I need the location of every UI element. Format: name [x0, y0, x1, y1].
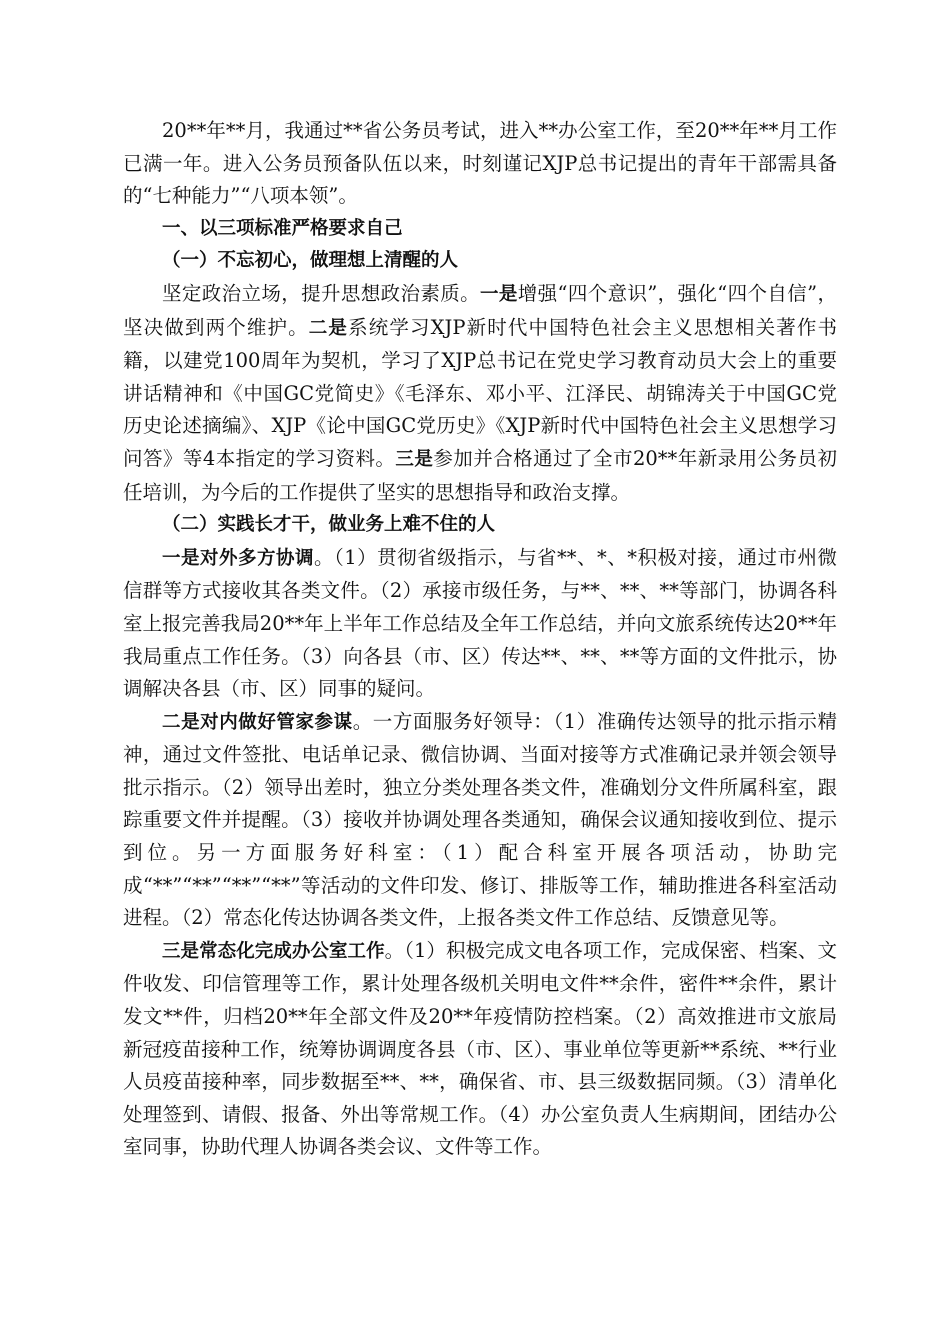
paragraph-text: 参加并合格通过了全市20**年新录用公务员初任培训，为今后的工作提供了坚实的思想指导和政治支撑。 — [123, 446, 837, 504]
point-lead-1: 一是 — [479, 283, 518, 305]
point-lead-3: 三是 — [395, 448, 434, 470]
office-work-paragraph — [123, 935, 837, 1164]
paragraph-text: 。（1）积极完成文电各项工作，完成保密、档案、文件收发、印信管理等工作，累计处理各级机关明电文件**余件，密件**余件，累计发文**件，归档20**年全部文件及20**年疫情防控档案。（2）高效推进市文旅局新冠疫苗接种工作，统筹协调调度各县（市、区）、事业单位等更新**系统、**行业人员疫苗接种率，同步数据至**、**，确保省、市、县三级数据同频。（3）清单化处理签到、请假、报备、外出等常规工作。（4）办公室负责人生病期间，团结办公室同事，协助代理人协调各类会议、文件等工作。 — [123, 938, 837, 1159]
paragraph-text: 增强“四个意识”，强化“四个自信”，坚决做到两个维护。 — [123, 281, 837, 339]
paragraph-text: 。（1）贯彻省级指示，与省**、*、*积极对接，通过市州微信群等方式接收其各类文件。（2）承接市级任务，与**、**、**等部门，协调各科室上报完善我局20**年上半年工作总结及全年工作总结，并向文旅系统传达20**年我局重点工作任务。（3）向各县（市、区）传达**、**、**等方面的文件批示，协调解决各县（市、区）同事的疑问。 — [123, 545, 837, 701]
subsection-heading-2: （二）实践长才干，做业务上难不住的人 — [162, 514, 496, 536]
paragraph-text: 坚定政治立场，提升思想政治素质。 — [162, 281, 480, 305]
internal-support-paragraph — [123, 706, 837, 935]
paragraph-text: 系统学习XJP新时代中国特色社会主义思想相关著作书籍，以建党100周年为契机，学习了XJP总书记在党史学习教育动员大会上的重要讲话精神和《中国GC党简史》《毛泽东、邓小平、江泽民、胡锦涛关于中国GC党历史论述摘编》、XJP《论中国GC党历史》《XJP新时代中国特色社会主义思想学习问答》等4本指定的学习资料。 — [123, 315, 837, 470]
point-lead-2: 二是 — [308, 317, 349, 339]
intro-paragraph: 20**年**月，我通过**省公务员考试，进入**办公室工作，至20**年**月工作已满一年。进入公务员预备队伍以来，时刻谨记XJP总书记提出的青年干部需具备的“七种能力”“八项本领”。 — [123, 119, 837, 208]
point-lead: 二是对内做好管家参谋 — [162, 711, 353, 733]
subsection-1-paragraph — [123, 278, 837, 509]
external-coordination-paragraph — [123, 542, 837, 706]
point-lead: 一是对外多方协调 — [162, 547, 314, 569]
point-lead: 三是常态化完成办公室工作 — [162, 940, 385, 962]
paragraph-text: 。一方面服务好领导：（1）准确传达领导的批示指示精神，通过文件签批、电话单记录、微信协调、当面对接等方式准确记录并领会领导批示指示。（2）领导出差时，独立分类处理各类文件，准确划分文件所属科室，跟踪重要文件并提醒。（3）接收并协调处理各类通知，确保会议通知接收到位、提示到位。另一方面服务好科室：（1）配合科室开展各项活动，协助完成“**”“**”“**”“**”等活动的文件印发、修订、排版等工作，辅助推进各科室活动进程。（2）常态化传达协调各类文件，上报各类文件工作总结、反馈意见等。 — [123, 709, 837, 930]
document-body — [123, 115, 837, 1164]
subsection-heading-1: （一）不忘初心，做理想上清醒的人 — [162, 250, 459, 272]
section-heading-1: 一、以三项标准严格要求自己 — [162, 217, 403, 239]
